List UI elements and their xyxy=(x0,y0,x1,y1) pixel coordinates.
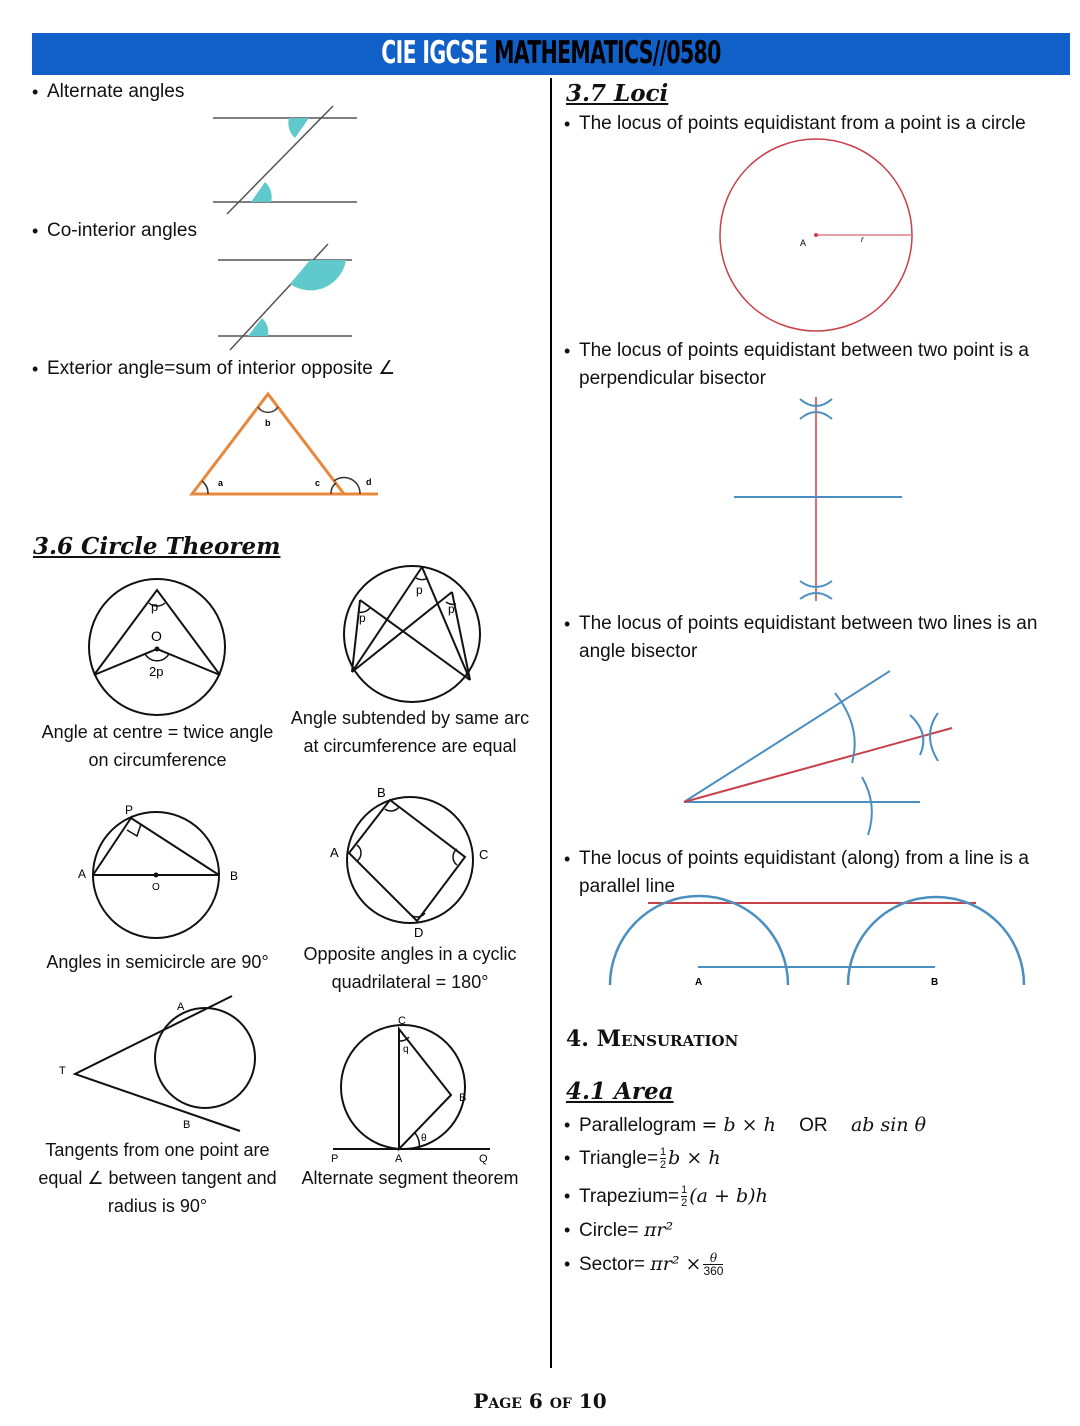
bullet-cointerior-angles: • Co-interior angles xyxy=(47,217,197,245)
label-r: r xyxy=(861,235,864,244)
caption-semicircle: Angles in semicircle are 90° xyxy=(46,952,269,972)
label-p: P xyxy=(331,1153,339,1165)
section-heading-loci: 3.7 Loci xyxy=(566,80,669,107)
bullet-locus-line: • The locus of points equidistant (along) from a line is a parallel line xyxy=(579,845,1054,901)
cointerior-angles-diagram xyxy=(210,240,360,350)
angle-bisector-diagram xyxy=(680,665,960,840)
label-p-2: p xyxy=(416,583,423,597)
section-heading-area: 4.1 Area xyxy=(566,1078,674,1105)
label-q: Q xyxy=(479,1153,488,1165)
sector-formula: πr² × xyxy=(650,1253,702,1275)
semicircle-diagram xyxy=(75,800,250,950)
label-o: O xyxy=(152,882,160,893)
trapezium-formula: (a + b)h xyxy=(689,1185,768,1207)
bullet-locus-point: • The locus of points equidistant from a point is a circle xyxy=(579,110,1026,138)
label-p-1: p xyxy=(359,611,366,625)
label-a: A xyxy=(330,845,339,860)
label-p: p xyxy=(151,599,159,614)
bullet-locus-two-lines: • The locus of points equidistant between two lines is an angle bisector xyxy=(579,610,1054,666)
header-banner xyxy=(32,33,1070,75)
label-a: A xyxy=(177,1001,185,1013)
page-number: Page 6 of 10 xyxy=(473,1389,607,1413)
label-p-3: p xyxy=(448,602,455,616)
sector-label: Sector= xyxy=(579,1254,646,1275)
fraction-half: $\frac{1}{2}$ xyxy=(681,1184,688,1210)
label-b: B xyxy=(377,785,386,800)
label-c: c xyxy=(315,478,321,488)
formula-circle xyxy=(579,1216,673,1245)
tangents-diagram xyxy=(55,990,265,1135)
label-o: O xyxy=(151,628,162,644)
parallelogram-label: Parallelogram xyxy=(579,1115,697,1136)
parallelogram-formula: = b × h xyxy=(701,1114,776,1136)
caption-angle-at-centre: Angle at centre = twice angle on circumference xyxy=(41,722,274,770)
label-b: b xyxy=(265,418,271,428)
trapezium-label: Trapezium= xyxy=(579,1186,680,1207)
document-title: CIE IGCSE MATHEMATICS//0580 xyxy=(381,35,721,71)
alternate-angles-diagram xyxy=(205,100,365,220)
label-q-angle: q xyxy=(403,1044,409,1055)
caption-same-arc: Angle subtended by same arc at circumference are equal xyxy=(290,708,530,756)
label-c: C xyxy=(479,847,489,862)
label-b: B xyxy=(183,1119,191,1131)
formula-trapezium xyxy=(579,1182,768,1211)
label-a: a xyxy=(218,478,224,488)
section-heading-circle-theorem: 3.6 Circle Theorem xyxy=(33,533,281,560)
cyclic-quadrilateral-diagram xyxy=(325,785,500,940)
formula-sector xyxy=(579,1250,725,1279)
bullet-locus-two-points: • The locus of points equidistant between two point is a perpendicular bisector xyxy=(579,337,1049,393)
triangle-label: Triangle= xyxy=(579,1148,659,1169)
label-a: A xyxy=(78,867,87,881)
section-heading-mensuration: 4. Mensuration xyxy=(566,1026,739,1052)
locus-point-circle xyxy=(715,138,920,338)
label-theta: θ xyxy=(421,1133,427,1144)
caption-tangents: Tangents from one point are equal ∠ between tangent and radius is 90° xyxy=(38,1140,277,1216)
label-t: T xyxy=(59,1065,66,1077)
triangle-formula: b × h xyxy=(668,1147,721,1169)
label-d: D xyxy=(414,925,424,940)
label-a: A xyxy=(395,1153,403,1165)
label-p: P xyxy=(125,803,134,817)
perpendicular-bisector-diagram xyxy=(730,395,905,605)
fraction-theta-360: $\frac{\theta}{360}$ xyxy=(703,1251,724,1279)
label-a: A xyxy=(695,977,703,988)
same-arc-diagram xyxy=(340,562,485,707)
label-b: B xyxy=(459,1092,467,1104)
label-b: B xyxy=(230,869,239,883)
formula-parallelogram xyxy=(579,1111,926,1140)
exterior-angle-triangle xyxy=(188,388,383,503)
label-d: d xyxy=(366,477,372,487)
circle-formula: πr² xyxy=(643,1219,674,1241)
circle-label: Circle= xyxy=(579,1220,639,1241)
caption-alternate-segment: Alternate segment theorem xyxy=(301,1168,519,1188)
column-divider xyxy=(550,78,552,1368)
caption-cyclic-quadrilateral: Opposite angles in a cyclic quadrilateral = 180° xyxy=(303,944,517,992)
angle-at-centre-diagram xyxy=(85,575,230,720)
label-2p: 2p xyxy=(149,664,164,679)
label-a: A xyxy=(800,238,807,248)
formula-triangle xyxy=(579,1144,721,1173)
or-label: OR xyxy=(799,1115,828,1136)
parallel-line-diagram xyxy=(600,895,1035,995)
alternate-segment-diagram xyxy=(325,1015,500,1165)
label-c: C xyxy=(398,1015,406,1027)
bullet-exterior-angle: • Exterior angle=sum of interior opposite ∠ xyxy=(47,355,395,383)
fraction-half: $\frac{1}{2}$ xyxy=(660,1146,667,1172)
label-b: B xyxy=(931,977,939,988)
parallelogram-alt-formula: ab sin θ xyxy=(850,1114,927,1136)
bullet-alternate-angles: • Alternate angles xyxy=(47,78,184,106)
